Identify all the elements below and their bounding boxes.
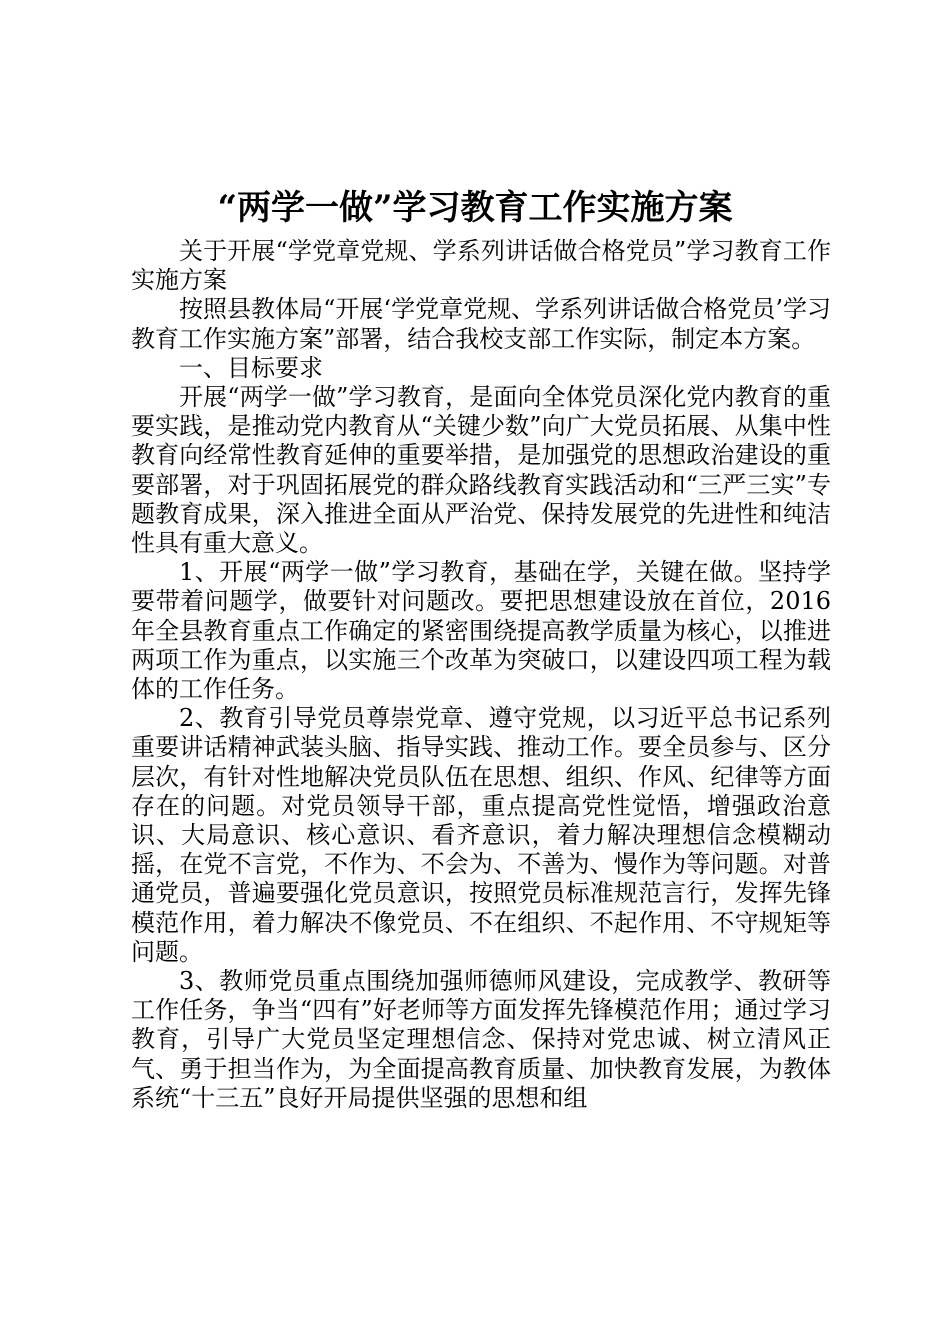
section-heading-goals: 一、目标要求: [179, 353, 323, 382]
paragraph-item-3: 3、教师党员重点围绕加强师德师风建设，完成教学、教研等工作任务，争当“四有”好老师等方面发挥先锋模范作用；通过学习教育，引导广大党员坚定理想信念、保持对党忠诚、树立清风正气、勇于担当作为，为全面提高教育质量、加快教育发展，为教体系统“十三五”良好开局提供坚强的思想和组: [131, 967, 831, 1112]
document-body: [131, 237, 831, 1113]
paragraph-subtitle: 关于开展“学党章党规、学系列讲话做合格党员”学习教育工作实施方案: [131, 237, 831, 295]
paragraph-intro: 按照县教体局“开展‘学党章党规、学系列讲话做合格党员’学习教育工作实施方案”部署，结合我校支部工作实际，制定本方案。: [131, 295, 831, 353]
paragraph-item-1: 1、开展“两学一做”学习教育，基础在学，关键在做。坚持学要带着问题学，做要针对问题改。要把思想建设放在首位，2016年全县教育重点工作确定的紧密围绕提高教学质量为核心，以推进两项工作为重点，以实施三个改革为突破口，以建设四项工程为载体的工作任务。: [131, 558, 831, 704]
paragraph-significance: 开展“两学一做”学习教育，是面向全体党员深化党内教育的重要实践，是推动党内教育从“关键少数”向广大党员拓展、从集中性教育向经常性教育延伸的重要举措，是加强党的思想政治建设的重要部署，对于巩固拓展党的群众路线教育实践活动和“三严三实”专题教育成果，深入推进全面从严治党、保持发展党的先进性和纯洁性具有重大意义。: [131, 383, 831, 558]
document-title: “两学一做”学习教育工作实施方案: [217, 188, 733, 228]
paragraph-item-2: 2、教育引导党员尊崇党章、遵守党规，以习近平总书记系列重要讲话精神武装头脑、指导实践、推动工作。要全员参与、区分层次，有针对性地解决党员队伍在思想、组织、作风、纪律等方面存在的问题。对党员领导干部，重点提高党性觉悟，增强政治意识、大局意识、核心意识、看齐意识，着力解决理想信念模糊动摇，在党不言党，不作为、不会为、不善为、慢作为等问题。对普通党员，普遍要强化党员意识，按照党员标准规范言行，发挥先锋模范作用，着力解决不像党员、不在组织、不起作用、不守规矩等问题。: [131, 704, 831, 966]
